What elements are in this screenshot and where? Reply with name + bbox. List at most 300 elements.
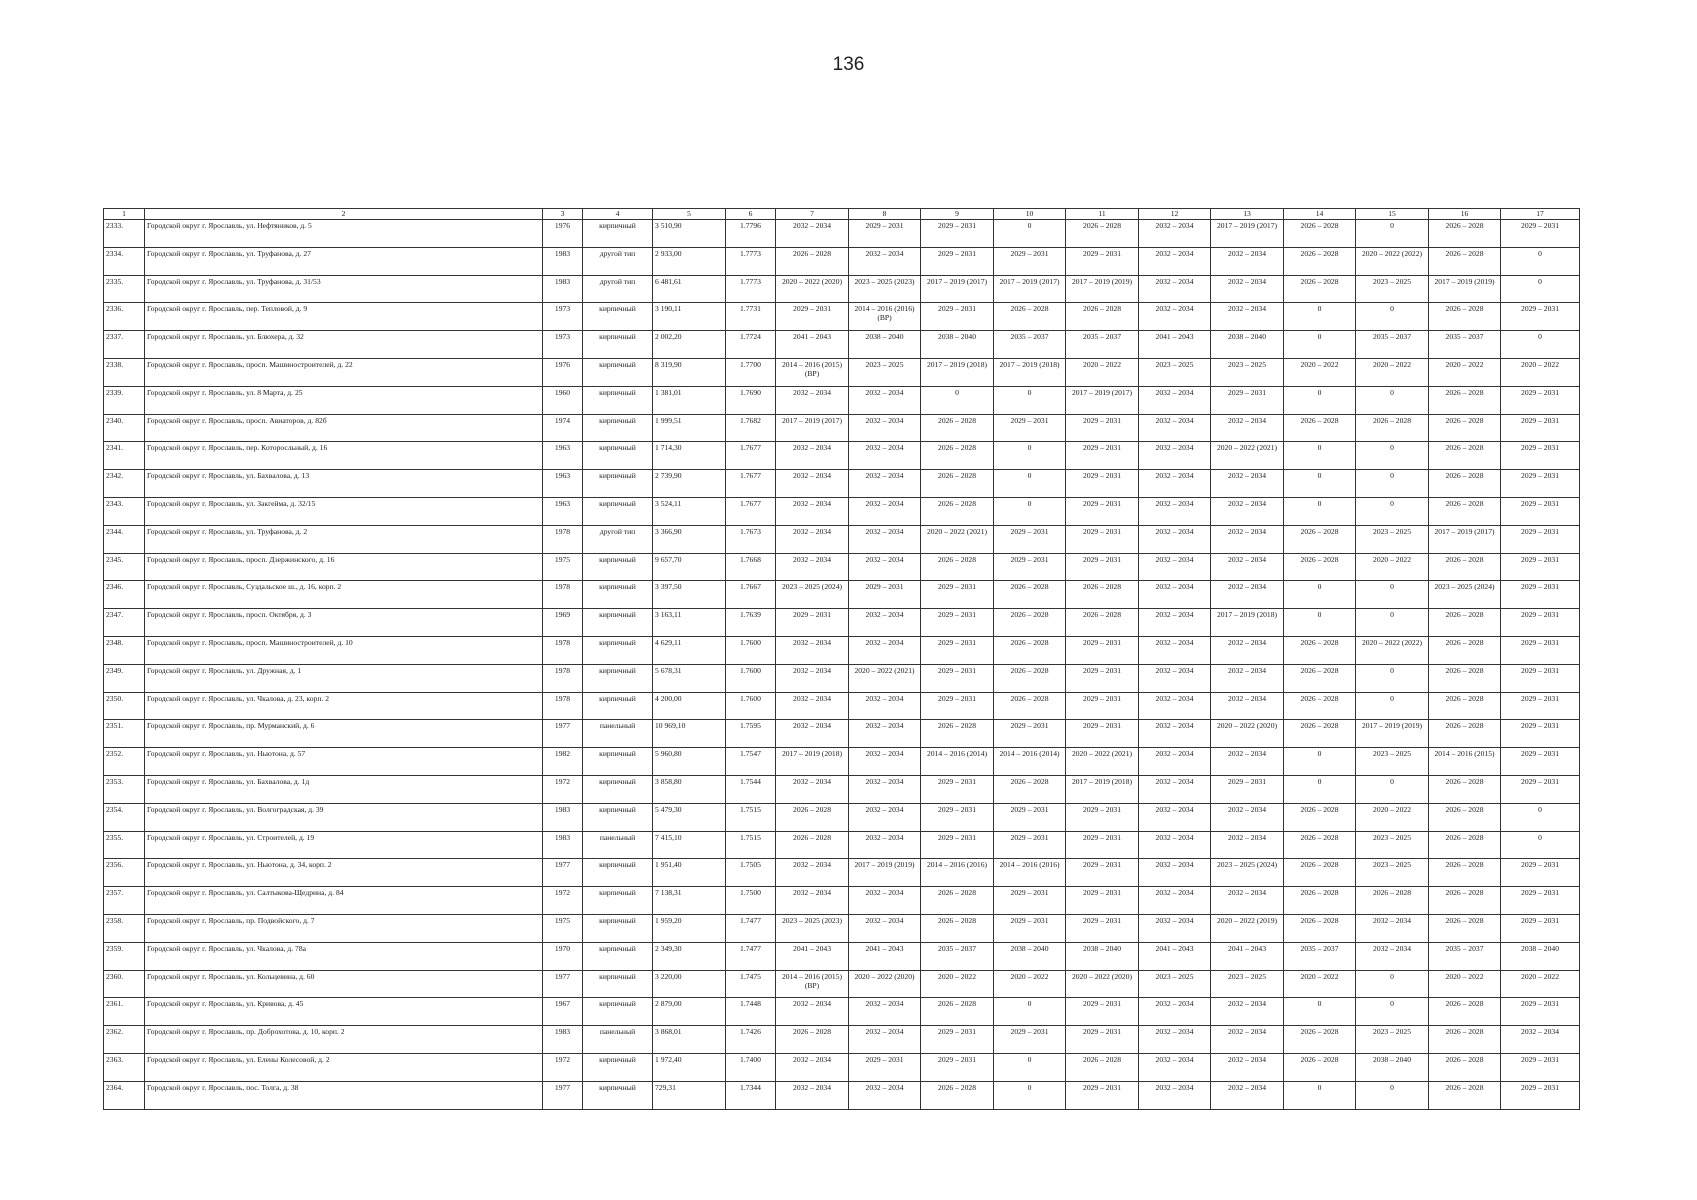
table-cell: 2032 – 2034: [849, 414, 921, 442]
table-cell: 3 220,00: [653, 970, 726, 998]
table-cell: 0: [994, 220, 1066, 248]
table-cell: 3 524,11: [653, 497, 726, 525]
address-cell: Городской округ г. Ярославль, Суздальское ш., д. 16, корп. 2: [145, 581, 543, 609]
table-cell: 2029 – 2031: [1501, 720, 1580, 748]
table-cell: кирпичный: [583, 914, 653, 942]
table-cell: 2020 – 2022: [1356, 358, 1429, 386]
table-cell: 2029 – 2031: [849, 1053, 921, 1081]
table-cell: 0: [1501, 803, 1580, 831]
table-cell: 2029 – 2031: [1501, 775, 1580, 803]
table-cell: 2032 – 2034: [1211, 525, 1284, 553]
table-cell: 2029 – 2031: [1211, 386, 1284, 414]
table-cell: 2032 – 2034: [849, 609, 921, 637]
table-cell: 2020 – 2022: [1284, 970, 1356, 998]
table-cell: 2035 – 2037: [921, 942, 994, 970]
table-cell: 2032 – 2034: [1139, 803, 1211, 831]
table-cell: кирпичный: [583, 1053, 653, 1081]
table-cell: кирпичный: [583, 942, 653, 970]
table-row: [104, 470, 1580, 498]
table-cell: 1.7595: [726, 720, 776, 748]
table-cell: 2032 – 2034: [1211, 748, 1284, 776]
table-cell: 2035 – 2037: [1429, 942, 1501, 970]
row-number-cell: 2346.: [104, 581, 145, 609]
table-cell: 1977: [543, 859, 583, 887]
table-cell: кирпичный: [583, 331, 653, 359]
table-cell: 2023 – 2025 (2023): [849, 275, 921, 303]
row-number-cell: 2354.: [104, 803, 145, 831]
table-cell: 0: [1356, 442, 1429, 470]
table-cell: 2032 – 2034: [849, 775, 921, 803]
table-cell: 3 366,90: [653, 525, 726, 553]
table-cell: 2035 – 2037: [1429, 331, 1501, 359]
table-cell: 1977: [543, 1081, 583, 1109]
table-cell: 3 190,11: [653, 303, 726, 331]
table-row: [104, 692, 1580, 720]
table-cell: 0: [1356, 1081, 1429, 1109]
table-cell: 2026 – 2028: [1429, 1081, 1501, 1109]
table-cell: 2029 – 2031: [1501, 553, 1580, 581]
table-cell: 0: [1356, 775, 1429, 803]
table-cell: 1.7600: [726, 664, 776, 692]
row-number-cell: 2345.: [104, 553, 145, 581]
address-cell: Городской округ г. Ярославль, ул. Салтыкова-Щедрина, д. 84: [145, 887, 543, 915]
table-cell: 1983: [543, 831, 583, 859]
table-cell: 2026 – 2028: [1429, 470, 1501, 498]
table-cell: 0: [1284, 497, 1356, 525]
table-cell: 1978: [543, 525, 583, 553]
table-cell: 2026 – 2028: [994, 775, 1066, 803]
table-cell: 2020 – 2022: [1429, 970, 1501, 998]
table-cell: 2020 – 2022: [1429, 358, 1501, 386]
table-cell: 2026 – 2028: [1284, 831, 1356, 859]
table-cell: кирпичный: [583, 497, 653, 525]
table-cell: 2026 – 2028: [776, 1026, 849, 1054]
table-cell: 2029 – 2031: [994, 831, 1066, 859]
table-cell: 1983: [543, 1026, 583, 1054]
address-cell: Городской округ г. Ярославль, ул. Чкалова, д. 23, корп. 2: [145, 692, 543, 720]
table-row: [104, 942, 1580, 970]
table-row: [104, 748, 1580, 776]
row-number-cell: 2350.: [104, 692, 145, 720]
table-cell: 10 969,10: [653, 720, 726, 748]
row-number-cell: 2348.: [104, 636, 145, 664]
table-cell: кирпичный: [583, 748, 653, 776]
table-cell: 2017 – 2019 (2017): [1066, 386, 1139, 414]
table-cell: другой тип: [583, 275, 653, 303]
row-number-cell: 2343.: [104, 497, 145, 525]
table-cell: 2020 – 2022: [1501, 970, 1580, 998]
table-row: [104, 1053, 1580, 1081]
table-cell: 2032 – 2034: [849, 386, 921, 414]
table-cell: 2029 – 2031: [921, 303, 994, 331]
table-cell: 2026 – 2028: [921, 414, 994, 442]
table-cell: 2026 – 2028: [1429, 998, 1501, 1026]
column-header: 5: [653, 209, 726, 220]
table-cell: 2020 – 2022 (2020): [849, 970, 921, 998]
table-cell: 3 163,11: [653, 609, 726, 637]
table-cell: 2026 – 2028: [921, 497, 994, 525]
table-cell: 2026 – 2028: [1429, 664, 1501, 692]
table-cell: 1967: [543, 998, 583, 1026]
table-cell: 1976: [543, 358, 583, 386]
table-cell: кирпичный: [583, 692, 653, 720]
table-cell: 1972: [543, 775, 583, 803]
table-cell: 1.7700: [726, 358, 776, 386]
table-cell: 2020 – 2022 (2021): [849, 664, 921, 692]
table-cell: 1969: [543, 609, 583, 637]
table-cell: 1.7426: [726, 1026, 776, 1054]
table-cell: 2026 – 2028: [921, 553, 994, 581]
column-header: 9: [921, 209, 994, 220]
table-cell: 2032 – 2034: [1139, 664, 1211, 692]
table-cell: 0: [1356, 998, 1429, 1026]
table-cell: 1.7505: [726, 859, 776, 887]
address-cell: Городской округ г. Ярославль, ул. Труфанова, д. 2: [145, 525, 543, 553]
table-row: [104, 247, 1580, 275]
table-cell: 2029 – 2031: [994, 1026, 1066, 1054]
table-cell: 2017 – 2019 (2018): [1211, 609, 1284, 637]
table-cell: 2017 – 2019 (2017): [776, 414, 849, 442]
table-cell: 2026 – 2028: [921, 998, 994, 1026]
table-cell: 2026 – 2028: [1429, 803, 1501, 831]
table-cell: 2026 – 2028: [1284, 553, 1356, 581]
table-cell: 2041 – 2043: [1211, 942, 1284, 970]
table-cell: 2029 – 2031: [994, 414, 1066, 442]
table-cell: 1983: [543, 275, 583, 303]
table-cell: 2026 – 2028: [776, 803, 849, 831]
table-cell: 1.7547: [726, 748, 776, 776]
table-cell: другой тип: [583, 247, 653, 275]
table-cell: 2032 – 2034: [849, 692, 921, 720]
table-cell: 2029 – 2031: [776, 609, 849, 637]
table-cell: 2023 – 2025: [1356, 1026, 1429, 1054]
table-cell: 2032 – 2034: [1356, 942, 1429, 970]
table-cell: 0: [994, 442, 1066, 470]
table-cell: 2032 – 2034: [1139, 1053, 1211, 1081]
table-cell: 2023 – 2025: [1356, 525, 1429, 553]
table-cell: 2026 – 2028: [776, 831, 849, 859]
table-cell: 2032 – 2034: [849, 720, 921, 748]
table-cell: 2032 – 2034: [1139, 442, 1211, 470]
table-cell: 1970: [543, 942, 583, 970]
table-cell: 2032 – 2034: [1139, 1026, 1211, 1054]
table-cell: 2026 – 2028: [1429, 303, 1501, 331]
table-cell: кирпичный: [583, 998, 653, 1026]
table-cell: кирпичный: [583, 803, 653, 831]
table-cell: 2026 – 2028: [1429, 859, 1501, 887]
table-cell: 1960: [543, 386, 583, 414]
table-cell: 5 678,31: [653, 664, 726, 692]
table-cell: 2032 – 2034: [849, 831, 921, 859]
table-cell: 2026 – 2028: [921, 470, 994, 498]
table-cell: 2017 – 2019 (2018): [776, 748, 849, 776]
row-number-cell: 2333.: [104, 220, 145, 248]
table-cell: 2032 – 2034: [1211, 831, 1284, 859]
table-cell: панельный: [583, 1026, 653, 1054]
table-cell: 2023 – 2025 (2024): [1429, 581, 1501, 609]
table-row: [104, 442, 1580, 470]
table-cell: 2026 – 2028: [1284, 887, 1356, 915]
table-cell: 2026 – 2028: [1284, 525, 1356, 553]
table-cell: 2029 – 2031: [776, 303, 849, 331]
table-cell: 2029 – 2031: [1066, 1081, 1139, 1109]
table-cell: 2026 – 2028: [1356, 414, 1429, 442]
table-cell: 2026 – 2028: [1284, 914, 1356, 942]
table-cell: 2038 – 2040: [1356, 1053, 1429, 1081]
row-number-cell: 2362.: [104, 1026, 145, 1054]
table-cell: 2029 – 2031: [1066, 442, 1139, 470]
table-cell: 2032 – 2034: [1211, 470, 1284, 498]
table-cell: 2026 – 2028: [776, 247, 849, 275]
table-cell: 2029 – 2031: [921, 1026, 994, 1054]
table-cell: 2026 – 2028: [1284, 664, 1356, 692]
table-cell: 2029 – 2031: [921, 1053, 994, 1081]
table-cell: 6 481,61: [653, 275, 726, 303]
table-cell: 2032 – 2034: [776, 664, 849, 692]
table-cell: 1 959,20: [653, 914, 726, 942]
address-cell: Городской округ г. Ярославль, ул. Бахвалова, д. 1д: [145, 775, 543, 803]
table-cell: 2032 – 2034: [1139, 386, 1211, 414]
table-cell: 2038 – 2040: [994, 942, 1066, 970]
row-number-cell: 2363.: [104, 1053, 145, 1081]
table-cell: 2029 – 2031: [1501, 414, 1580, 442]
table-cell: 2026 – 2028: [1066, 581, 1139, 609]
table-cell: 2032 – 2034: [849, 497, 921, 525]
table-row: [104, 525, 1580, 553]
table-row: [104, 275, 1580, 303]
table-row: [104, 636, 1580, 664]
table-cell: 2029 – 2031: [1501, 525, 1580, 553]
column-header: 10: [994, 209, 1066, 220]
table-cell: 1.7667: [726, 581, 776, 609]
table-cell: 2032 – 2034: [776, 1081, 849, 1109]
table-cell: 2026 – 2028: [1429, 775, 1501, 803]
table-cell: 2029 – 2031: [994, 914, 1066, 942]
table-cell: 2 879,00: [653, 998, 726, 1026]
table-cell: 2 933,00: [653, 247, 726, 275]
table-cell: 2029 – 2031: [1501, 636, 1580, 664]
table-cell: 2017 – 2019 (2018): [921, 358, 994, 386]
table-cell: 2029 – 2031: [921, 692, 994, 720]
row-number-cell: 2347.: [104, 609, 145, 637]
table-cell: 0: [994, 1053, 1066, 1081]
table-cell: 1.7475: [726, 970, 776, 998]
table-cell: 2020 – 2022 (2022): [1356, 636, 1429, 664]
column-header: 3: [543, 209, 583, 220]
table-cell: 2032 – 2034: [1139, 775, 1211, 803]
table-cell: 2032 – 2034: [776, 859, 849, 887]
table-cell: 2029 – 2031: [921, 609, 994, 637]
table-cell: 2026 – 2028: [1429, 1026, 1501, 1054]
table-cell: 1975: [543, 553, 583, 581]
column-header: 8: [849, 209, 921, 220]
address-cell: Городской округ г. Ярославль, ул. Бахвалова, д. 13: [145, 470, 543, 498]
table-cell: 2032 – 2034: [1211, 803, 1284, 831]
table-row: [104, 358, 1580, 386]
table-cell: 2032 – 2034: [1139, 748, 1211, 776]
table-cell: 2029 – 2031: [1501, 1053, 1580, 1081]
table-cell: 2032 – 2034: [849, 247, 921, 275]
table-cell: 2023 – 2025: [1139, 970, 1211, 998]
row-number-cell: 2360.: [104, 970, 145, 998]
table-cell: 2026 – 2028: [1429, 609, 1501, 637]
table-cell: 2032 – 2034: [776, 998, 849, 1026]
column-header: 15: [1356, 209, 1429, 220]
table-cell: 2029 – 2031: [849, 581, 921, 609]
table-cell: кирпичный: [583, 414, 653, 442]
table-row: [104, 1081, 1580, 1109]
table-cell: 3 868,01: [653, 1026, 726, 1054]
table-cell: 2026 – 2028: [1066, 1053, 1139, 1081]
table-row: [104, 775, 1580, 803]
table-cell: 1 972,40: [653, 1053, 726, 1081]
table-cell: 2026 – 2028: [1429, 831, 1501, 859]
table-cell: 1.7796: [726, 220, 776, 248]
table-cell: 2023 – 2025 (2024): [1211, 859, 1284, 887]
table-cell: 2032 – 2034: [1211, 303, 1284, 331]
row-number-cell: 2357.: [104, 887, 145, 915]
table-cell: 2038 – 2040: [849, 331, 921, 359]
table-cell: 2014 – 2016 (2016): [921, 859, 994, 887]
table-cell: 2029 – 2031: [1066, 720, 1139, 748]
row-number-cell: 2337.: [104, 331, 145, 359]
table-cell: 2032 – 2034: [776, 386, 849, 414]
table-cell: 2029 – 2031: [921, 803, 994, 831]
table-row: [104, 609, 1580, 637]
table-cell: 2020 – 2022: [1356, 803, 1429, 831]
table-cell: 2014 – 2016 (2016) (ВР): [849, 303, 921, 331]
table-cell: 0: [1356, 664, 1429, 692]
table-cell: 2026 – 2028: [994, 692, 1066, 720]
table-cell: 1.7344: [726, 1081, 776, 1109]
table-cell: 2029 – 2031: [1501, 887, 1580, 915]
table-cell: 2026 – 2028: [1284, 692, 1356, 720]
table-cell: 2032 – 2034: [1211, 553, 1284, 581]
table-cell: 1.7515: [726, 803, 776, 831]
address-cell: Городской округ г. Ярославль, ул. Закгейма, д. 32/15: [145, 497, 543, 525]
table-cell: 2026 – 2028: [1284, 247, 1356, 275]
table-cell: 2023 – 2025: [1356, 831, 1429, 859]
table-cell: 2020 – 2022 (2020): [1211, 720, 1284, 748]
table-cell: 2032 – 2034: [849, 470, 921, 498]
table-row: [104, 220, 1580, 248]
table-row: [104, 331, 1580, 359]
table-cell: 2017 – 2019 (2017): [921, 275, 994, 303]
address-cell: Городской округ г. Ярославль, просп. Машиностроителей, д. 10: [145, 636, 543, 664]
table-cell: кирпичный: [583, 775, 653, 803]
table-cell: 2026 – 2028: [1429, 914, 1501, 942]
table-cell: 2014 – 2016 (2014): [994, 748, 1066, 776]
table-cell: 1977: [543, 970, 583, 998]
table-cell: 2017 – 2019 (2017): [994, 275, 1066, 303]
table-cell: 1976: [543, 220, 583, 248]
table-cell: 2032 – 2034: [1139, 831, 1211, 859]
address-cell: Городской округ г. Ярославль, ул. Нефтяников, д. 5: [145, 220, 543, 248]
table-cell: 2026 – 2028: [1284, 859, 1356, 887]
table-cell: 2029 – 2031: [1066, 887, 1139, 915]
table-cell: 2032 – 2034: [776, 470, 849, 498]
table-cell: 0: [1284, 998, 1356, 1026]
table-cell: 2041 – 2043: [1139, 942, 1211, 970]
table-cell: 3 397,50: [653, 581, 726, 609]
table-cell: 2032 – 2034: [849, 442, 921, 470]
table-cell: 0: [1356, 970, 1429, 998]
table-cell: 2029 – 2031: [994, 525, 1066, 553]
table-cell: 2023 – 2025 (2024): [776, 581, 849, 609]
table-cell: 1982: [543, 748, 583, 776]
column-header: 2: [145, 209, 543, 220]
table-cell: 2026 – 2028: [1066, 220, 1139, 248]
table-cell: 2026 – 2028: [1429, 692, 1501, 720]
table-cell: 2029 – 2031: [1066, 525, 1139, 553]
table-cell: 2023 – 2025: [849, 358, 921, 386]
table-cell: кирпичный: [583, 970, 653, 998]
table-cell: 2029 – 2031: [921, 247, 994, 275]
table-cell: 2035 – 2037: [1356, 331, 1429, 359]
table-cell: 2017 – 2019 (2019): [1356, 720, 1429, 748]
table-cell: 0: [1356, 581, 1429, 609]
table-cell: 1974: [543, 414, 583, 442]
table-cell: 2029 – 2031: [1501, 692, 1580, 720]
table-cell: 2026 – 2028: [994, 664, 1066, 692]
table-cell: 1.7690: [726, 386, 776, 414]
table-cell: 1.7668: [726, 553, 776, 581]
table-cell: 1963: [543, 470, 583, 498]
table-cell: 2029 – 2031: [1066, 247, 1139, 275]
column-header: 4: [583, 209, 653, 220]
table-cell: 2023 – 2025: [1356, 748, 1429, 776]
table-cell: 2 349,30: [653, 942, 726, 970]
table-cell: 2023 – 2025: [1356, 275, 1429, 303]
table-cell: 1.7673: [726, 525, 776, 553]
table-cell: 2029 – 2031: [921, 664, 994, 692]
table-cell: кирпичный: [583, 442, 653, 470]
table-cell: 2032 – 2034: [1139, 887, 1211, 915]
column-header: 14: [1284, 209, 1356, 220]
data-table: [103, 208, 1580, 1110]
table-cell: 2029 – 2031: [921, 220, 994, 248]
table-cell: 1975: [543, 914, 583, 942]
table-cell: 2026 – 2028: [1429, 1053, 1501, 1081]
table-row: [104, 970, 1580, 998]
table-cell: 2023 – 2025: [1356, 859, 1429, 887]
table-cell: 2026 – 2028: [1284, 275, 1356, 303]
table-cell: 2032 – 2034: [1139, 525, 1211, 553]
address-cell: Городской округ г. Ярославль, ул. Блюхера, д. 32: [145, 331, 543, 359]
table-cell: 2026 – 2028: [1284, 1026, 1356, 1054]
table-cell: 2029 – 2031: [1501, 748, 1580, 776]
table-cell: 2032 – 2034: [776, 887, 849, 915]
table-cell: 0: [1284, 775, 1356, 803]
table-cell: 2014 – 2016 (2016): [994, 859, 1066, 887]
table-cell: 2026 – 2028: [1429, 887, 1501, 915]
table-cell: другой тип: [583, 525, 653, 553]
table-cell: 2029 – 2031: [1066, 470, 1139, 498]
table-cell: 2032 – 2034: [776, 525, 849, 553]
table-cell: 2029 – 2031: [1501, 497, 1580, 525]
table-cell: 2023 – 2025 (2023): [776, 914, 849, 942]
row-number-cell: 2359.: [104, 942, 145, 970]
table-cell: 2026 – 2028: [1066, 609, 1139, 637]
row-number-cell: 2340.: [104, 414, 145, 442]
table-cell: 2032 – 2034: [1211, 998, 1284, 1026]
row-number-cell: 2341.: [104, 442, 145, 470]
table-cell: 0: [1284, 1081, 1356, 1109]
table-cell: 1.7773: [726, 275, 776, 303]
table-cell: 2029 – 2031: [1066, 803, 1139, 831]
table-cell: кирпичный: [583, 859, 653, 887]
address-cell: Городской округ г. Ярославль, ул. Строителей, д. 19: [145, 831, 543, 859]
